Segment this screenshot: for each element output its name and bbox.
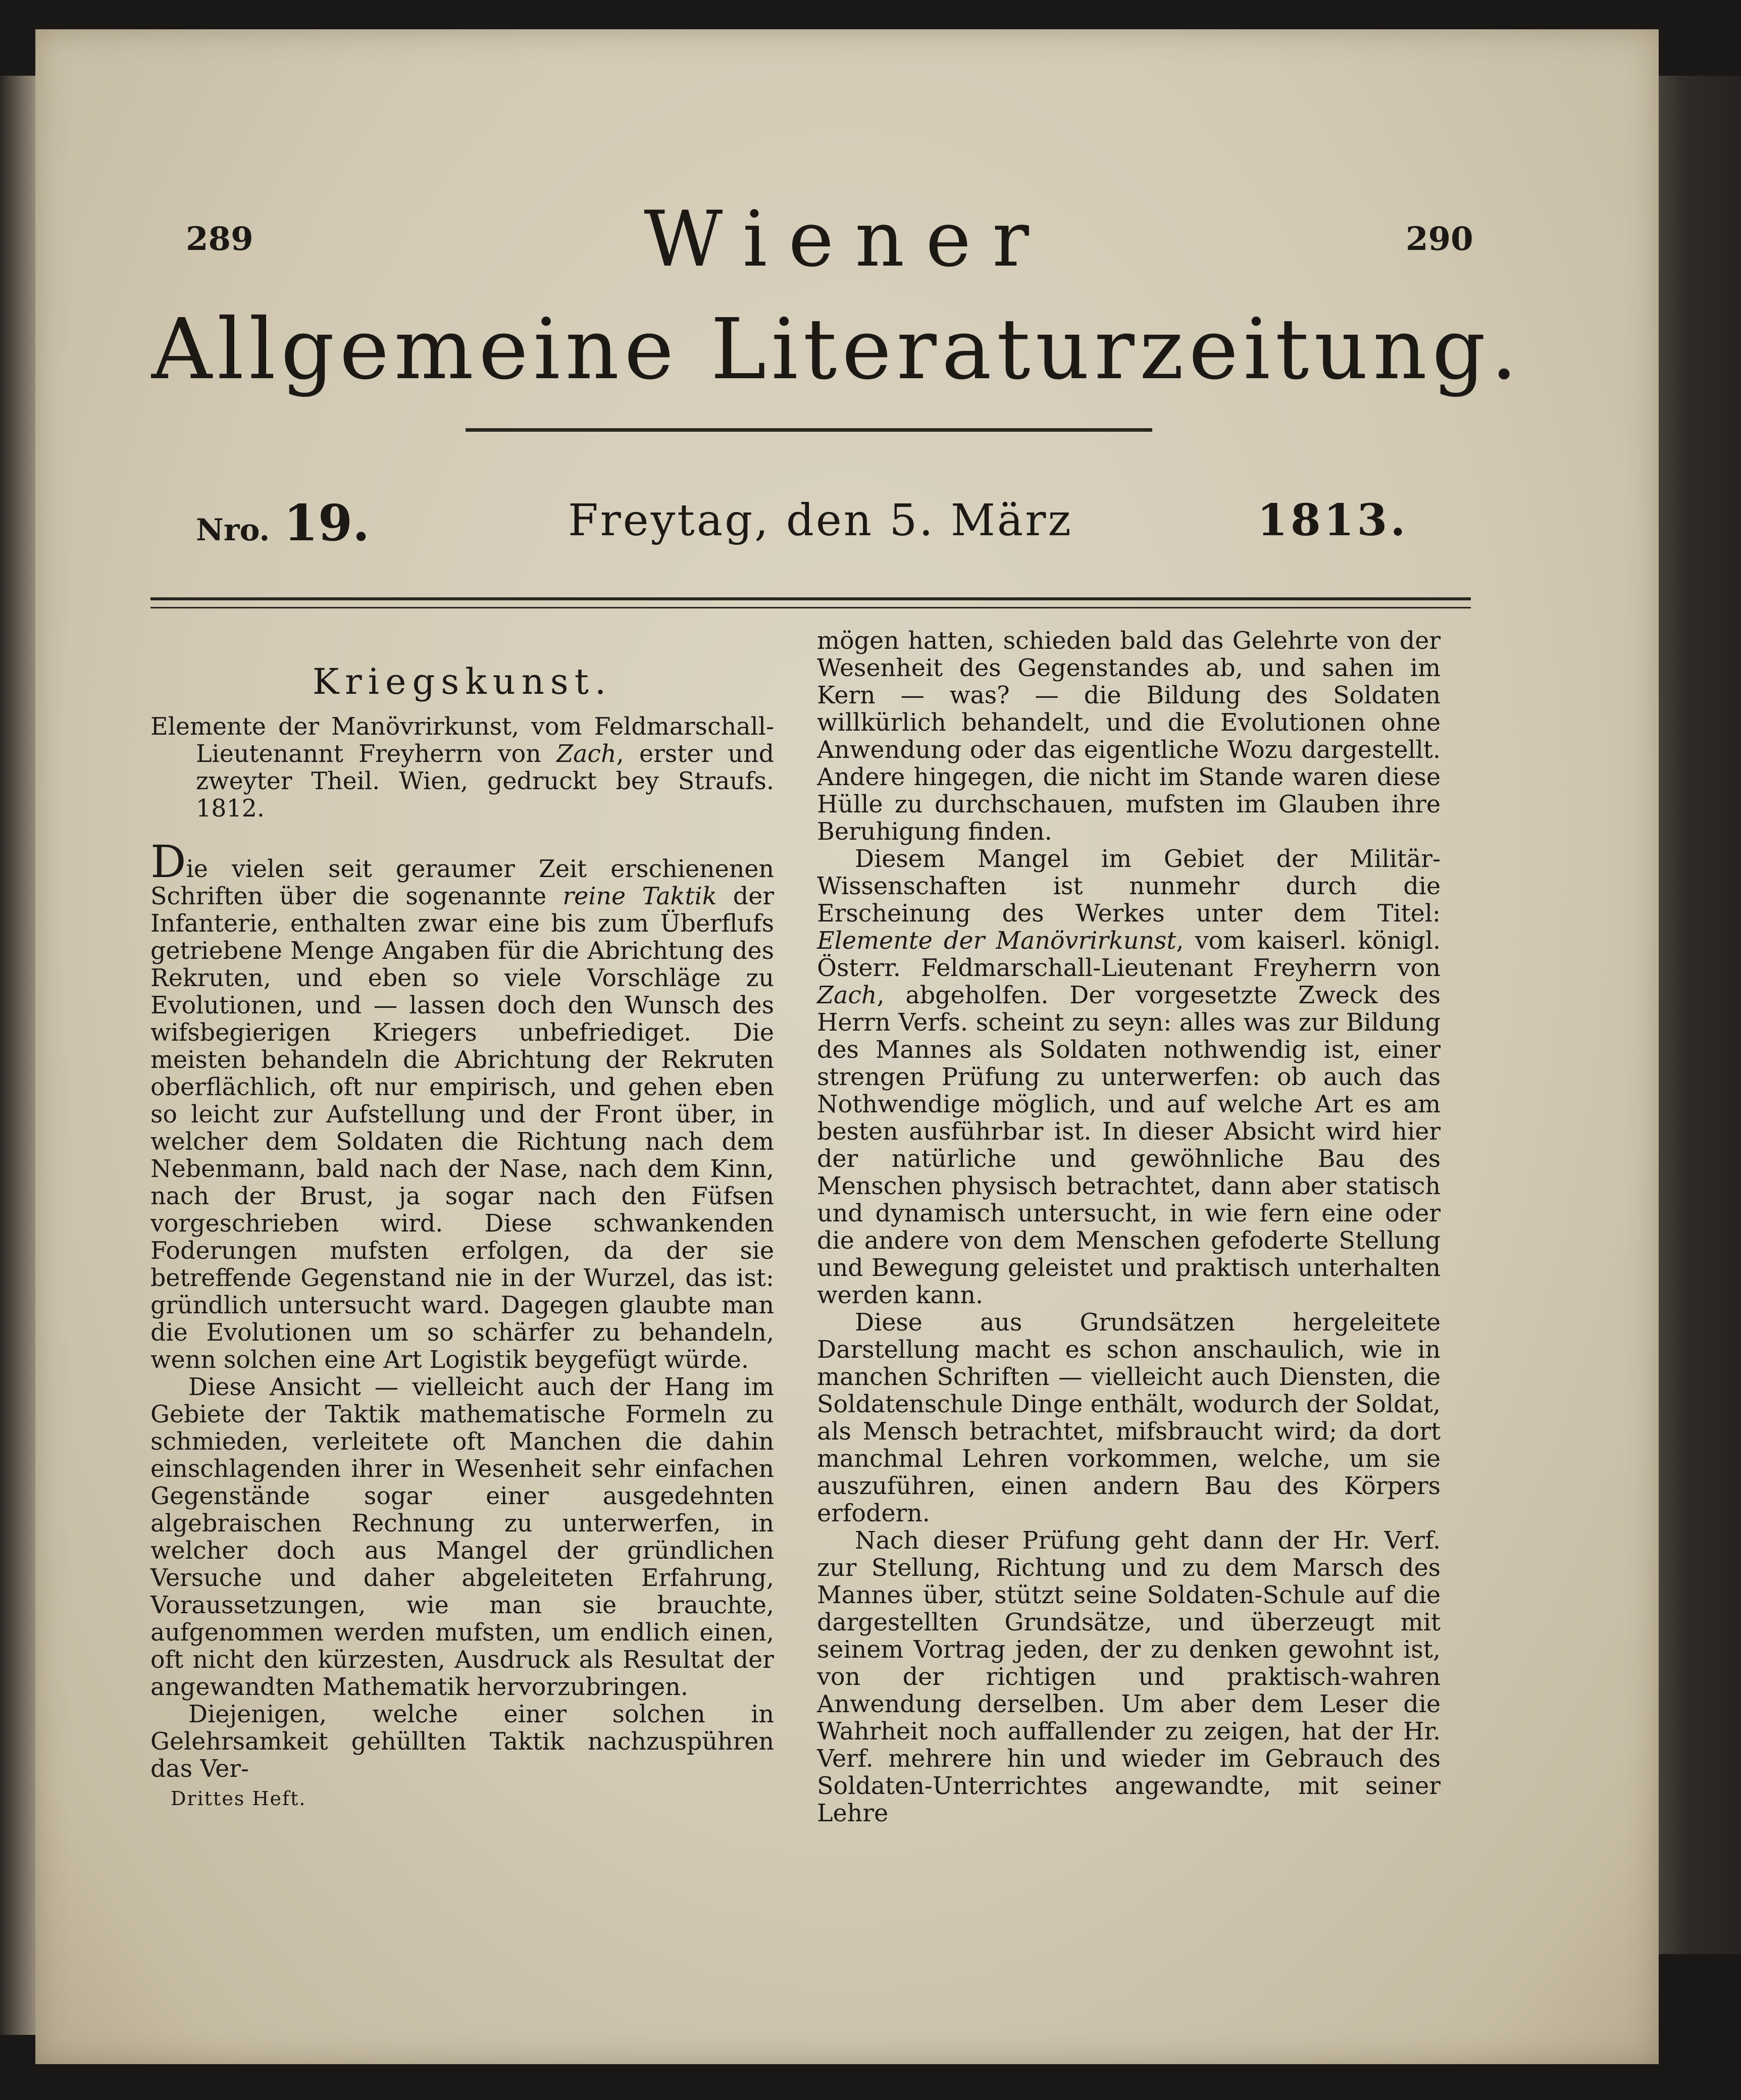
right-paragraph-3: Diese aus Grundsätzen hergeleitete Darstellung macht es schon anschaulich, wie in manchen Schriften — vielleicht auch Diensten, die Soldatenschule Dinge enthält, wodurch der Soldat, als Mensch betrachtet, mifsbraucht wird; da dort manchmal Lehren vorkommen, welche, um sie auszuführen, einen andern Bau des Körpers erfodern. [817,1309,1441,1527]
masthead-title-line2: Allgemeine Literaturzeitung. [151,301,1523,398]
right-column [817,628,1441,1827]
right-paragraph-2-part1: Diesem Mangel im Gebiet der Militär-Wissenschaften ist nunmehr durch die Erscheinung des Werkes unter dem Titel: [817,845,1441,928]
left-paragraph-1 [150,836,775,1374]
left-paragraph-2: Diese Ansicht — vielleicht auch der Hang im Gebiete der Taktik mathematische Formeln zu schmieden, verleitete oft Manchen die dahin einschlagenden ihrer in Wesenheit sehr einfachen Gegenstände sogar einer ausgedehnten algebraischen Rechnung zu unterwerfen, in welcher doch aus Mangel der gründlichen Versuche und daher abgeleiteten Erfahrung, Voraussetzungen, wie man sie brauchte, aufgenommen werden mufsten, um endlich einen, oft nicht den kürzesten, Ausdruck als Resultat der angewandten Mathematik hervorzubringen. [150,1373,774,1701]
right-paragraph-2-part2: , vom kaiserl. königl. Österr. Feldmarschall-Lieutenant Freyherrn von [817,927,1441,982]
newspaper-page [35,29,1659,2064]
review-heading [150,713,774,823]
book-cover-edge [1647,76,1741,1954]
masthead-rule [466,428,1152,432]
issue-date: Freytag, den 5. März [568,495,1073,546]
right-paragraph-4: Nach dieser Prüfung geht dann der Hr. Verf. zur Stellung, Richtung und zu dem Marsch des Mannes über, stützt seine Soldaten-Schule auf die dargestellten Grundsätze, und überzeugt mit seinem Vortrag jeden, der zu denken gewohnt ist, von der richtigen und praktisch-wahren Anwendung derselben. Um aber dem Leser die Wahrheit noch auffallender zu zeigen, hat der Hr. Verf. mehrere hin und wieder im Gebrauch des Soldaten-Unterrichtes angewandte, mit seiner Lehre [817,1527,1441,1827]
issue-prefix: Nro. [196,513,270,548]
right-paragraph-1: mögen hatten, schieden bald das Gelehrte von der Wesenheit des Gegenstandes ab, und sahen im Kern — was? — die Bildung des Soldaten willkürlich behandelt, und die Evolutionen ohne Anwendung oder das eigentliche Wozu dargestellt. Andere hingegen, die nicht im Stande waren diese Hülle zu durchschauen, mufsten im Glauben ihre Beruhigung finden. [817,627,1441,846]
review-heading-part1: Elemente der Manövrirkunst, vom Feldmarschall-Lieutenannt Freyherrn von [150,713,774,768]
right-paragraph-2 [817,846,1441,1309]
header-double-rule [150,597,1471,608]
left-column [150,628,774,1812]
issue-number-value: 19. [283,494,370,552]
left-paragraph-3: Diejenigen, welche einer solchen in Gelehrsamkeit gehüllten Taktik nachzuspühren das Ver- [150,1701,774,1783]
signature-mark: Drittes Heft. [171,1787,306,1810]
left-paragraph-1-part1: ie vielen seit geraumer Zeit erschienenen Schriften über die sogenannte [150,855,774,910]
right-paragraph-2-italic1: Elemente der Manövrirkunst [817,927,1176,955]
section-title: Kriegskunst. [312,661,612,702]
review-heading-italic: Zach [556,740,617,768]
issue-year: 1813. [1257,495,1409,546]
left-paragraph-1-italic: reine Taktik [562,883,717,910]
issue-number [196,494,370,552]
drop-cap: D [150,836,186,888]
right-paragraph-2-italic2: Zach [817,982,877,1009]
masthead-title-line1: Wiener [644,194,1050,284]
right-paragraph-2-part3: , abgeholfen. Der vorgesetzte Zweck des Herrn Verfs. scheint zu seyn: alles was zur Bildung des Mannes als Soldaten nothwendig ist, einer strengen Prüfung zu unterwerfen: ob auch das Nothwendige möglich, und auf welche Art es am besten ausführbar ist. In dieser Absicht wird hier der natürliche und gewöhnliche Bau des Menschen physisch betrachtet, dann aber statisch und dynamisch untersucht, in wie fern eine oder die andere von dem Menschen gefoderte Stellung und Bewegung geleistet und praktisch unterhalten werden kann. [817,982,1441,1309]
review-heading-part2: , erster und zweyter Theil. Wien, gedruckt bey Straufs. 1812. [196,740,774,823]
page-number-left: 289 [186,220,253,258]
left-paragraph-1-part2: der Infanterie, enthalten zwar eine bis zum Überflufs getriebene Menge Angaben für die Abrichtung des Rekruten, und eben so viele Vorschläge zu Evolutionen, und — lassen doch den Wunsch des wifsbegierigen Kriegers unbefriediget. Die meisten behandeln die Abrichtung der Rekruten oberflächlich, oft nur empirisch, und gehen eben so leicht zur Aufstellung und der Front über, in welcher dem Soldaten die Richtung nach dem Nebenmann, bald nach der Nase, nach dem Kinn, nach der Brust, ja sogar nach den Füfsen vorgeschrieben wird. Diese schwankenden Foderungen mufsten erfolgen, da der sie betreffende Gegenstand nie in der Wurzel, das ist: gründlich untersucht ward. Dagegen glaubte man die Evolutionen um so schärfer zu behandeln, wenn solchen eine Art Logistik beygefügt würde. [150,883,775,1374]
page-number-right: 290 [1406,220,1473,258]
